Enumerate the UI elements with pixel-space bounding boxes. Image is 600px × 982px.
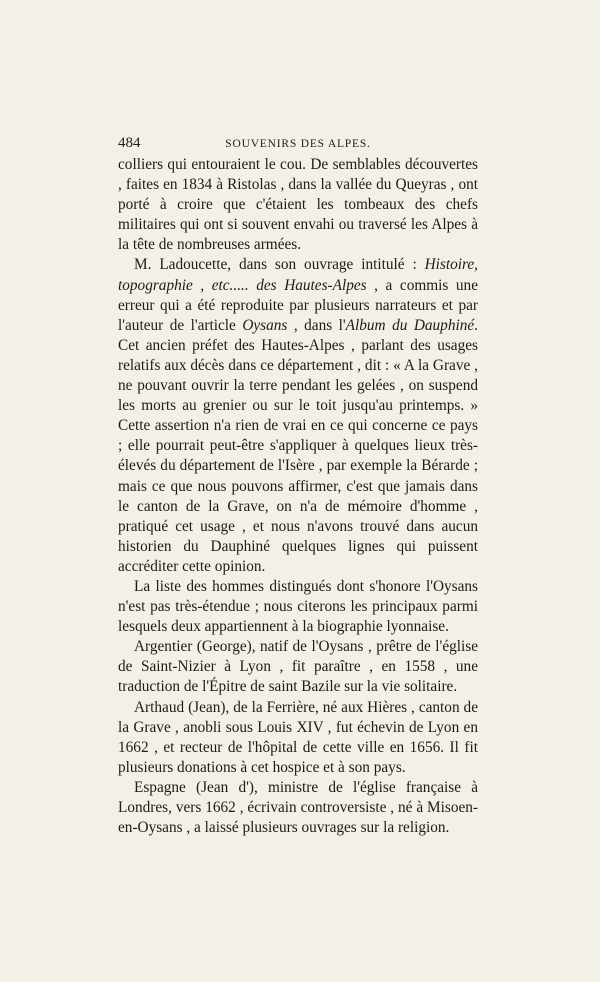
text-run: Argentier (George), natif de l'Oysans , prêtre de l'église de Saint-Nizier à Lyon , fit paraître , en 1558 , une traduction de l'Épitre de saint Bazile sur la vie solitaire.	[118, 638, 478, 696]
running-head	[118, 133, 478, 153]
text-run: colliers qui entouraient le cou. De semblables découvertes , faites en 1834 à Ristolas , dans la vallée du Queyras , ont porté à croire que c'étaient les tombeaux des chefs militaires qui ont si souvent envahi ou traversé les Alpes à la tête de nombreuses armées.	[118, 156, 478, 254]
text-run: Espagne (Jean d'), ministre de l'église française à Londres, vers 1662 , écrivain controversiste , né à Misoen-en-Oysans , a laissé plusieurs ouvrages sur la religion.	[118, 778, 478, 837]
book-page	[118, 133, 478, 838]
text-run: La liste des hommes distingués dont s'honore l'Oysans n'est pas très-étendue ; nous citerons les principaux parmi lesquels deux appartiennent à la biographie lyonnaise.	[118, 577, 478, 636]
paragraph	[118, 577, 478, 637]
text-run: , dans l'	[287, 316, 346, 334]
italic-run: Histoire, topographie , etc..... des Hautes-Alpes	[118, 256, 478, 294]
italic-run: Oysans	[242, 316, 288, 334]
text-run: M. Ladoucette, dans son ouvrage intitulé :	[134, 256, 425, 274]
italic-run: Album du Dauphiné	[345, 316, 475, 334]
running-title: SOUVENIRS DES ALPES.	[225, 138, 371, 150]
body-text	[118, 155, 478, 838]
page-number: 484	[118, 135, 141, 151]
text-run: , a commis une erreur qui a été reproduite par plusieurs narrateurs et par l'auteur de l'article	[118, 276, 478, 334]
text-run: . Cet ancien préfet des Hautes-Alpes , parlant des usages relatifs aux décès dans ce département , dit : « A la Grave , ne pouvant ouvrir la terre pendant les gelées , on suspend les morts au grenier ou sur le toit jusqu'au printemps. » Cette assertion n'a rien de vrai en ce qui concerne ce pays ; elle pourrait peut-être s'appliquer à quelques lieux très-élevés du département de l'Isère , par exemple la Bérarde ; mais ce que nous pouvons affirmer, c'est que jamais dans le canton de la Grave, on n'a de mémoire d'homme , pratiqué cet usage , et nous n'avons trouvé dans aucun historien du Dauphiné quelques lignes qui puissent accréditer cette opinion.	[118, 316, 478, 575]
paragraph	[118, 637, 478, 697]
paragraph	[118, 698, 478, 778]
text-run: Arthaud (Jean), de la Ferrière, né aux Hières , canton de la Grave , anobli sous Louis XIV , fut échevin de Lyon en 1662 , et recteur de l'hôpital de cette ville en 1656. Il fit plusieurs donations à cet hospice et à son pays.	[118, 698, 478, 776]
paragraph	[118, 155, 478, 255]
paragraph	[118, 778, 478, 838]
paragraph	[118, 255, 478, 577]
